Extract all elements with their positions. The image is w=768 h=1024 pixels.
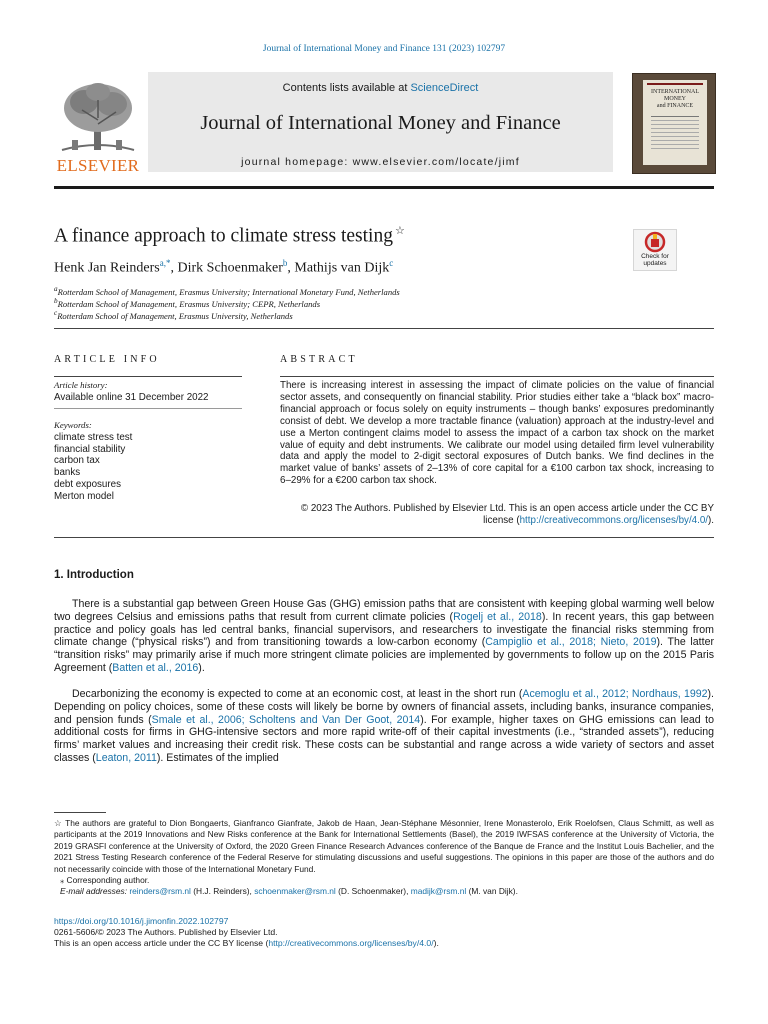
cover-line-deco xyxy=(651,124,699,125)
paragraph-text: Decarbonizing the economy is expected to come at an economic cost, at least in the short run ( xyxy=(72,688,523,700)
intro-paragraph-2 xyxy=(54,688,714,765)
cover-line-deco xyxy=(651,140,699,141)
paragraph-text: ). Estimates of the implied xyxy=(156,751,279,764)
footnote-rule xyxy=(54,812,106,813)
citation-link[interactable]: Acemoglu et al., 2012; Nordhaus, 1992 xyxy=(522,688,708,700)
citation-link[interactable]: Campiglio et al., 2018; Nieto, 2019 xyxy=(485,636,657,649)
keyword-item: banks xyxy=(54,467,81,479)
cover-line-2: MONEY xyxy=(664,96,686,102)
title-footnote-star-icon[interactable]: ☆ xyxy=(394,225,405,237)
email-link[interactable]: reinders@rsm.nl xyxy=(129,886,191,897)
paragraph-text: ). For example, higher taxes on GHG emissions can lead to additional costs for firms in GHG-intensive sectors and more rapid write-off of their capital investments (i.e., “stranded assets”), reducing firms’ market values and increasing their credit risk. These costs can be substantial and range across a wide variety of sectors and asset classes ( xyxy=(54,713,714,764)
keyword-item: Merton model xyxy=(54,490,114,502)
keywords-label: Keywords: xyxy=(54,420,92,430)
cover-line-deco xyxy=(651,148,699,149)
copyright-line: © 2023 The Authors. Published by Elsevier Ltd. This is an open access article under the CC BY xyxy=(300,503,714,514)
abstract-heading: ABSTRACT xyxy=(280,354,358,365)
section-heading-introduction: 1. Introduction xyxy=(54,569,134,581)
cover-line-deco xyxy=(651,120,699,121)
article-history-value: Available online 31 December 2022 xyxy=(54,392,209,403)
cover-stripe xyxy=(647,83,703,85)
abstract-rule xyxy=(280,376,714,377)
affiliation-mark: b xyxy=(54,297,58,305)
author-list xyxy=(54,258,393,277)
acknowledgement-footnote: ☆ The authors are grateful to Dion Bongaerts, Gianfranco Gianfrate, Jakob de Haan, Jean-Stéphane Mésonnier, Irene Monasterolo, Erik Roelofsen, Claus Schmitt, as well as participants at the 2019 Innovations and New Risks conference at the Bank for International Settlements (Basel), the 2019 IWFSAS conference at the University of Victoria, the 2019 GRASFI conference at the University of Oxford, the 2020 Green Finance Research Advances conference of the Banque de France and the Institut Louis Bachelier, and the 2021 Stress Testing Research conference of the Federal Reserve for stimulating discussions and useful suggestions. The opinions in this paper are those of the authors and do not necessarily coincide with those of the International Monetary Fund. xyxy=(54,818,714,874)
paper-title xyxy=(54,224,405,248)
article-info-heading: ARTICLE INFO xyxy=(54,354,160,365)
article-history-label: Article history: xyxy=(54,380,108,390)
author-affil-mark[interactable]: a,* xyxy=(159,258,171,268)
sciencedirect-link[interactable]: ScienceDirect xyxy=(410,82,479,94)
keywords-list xyxy=(54,432,132,502)
email-owner: (H.J. Reinders), xyxy=(190,886,255,897)
corresponding-author-note: ⁎ Corresponding author. xyxy=(60,875,150,886)
email-label: E-mail addresses: xyxy=(60,886,130,897)
cover-line-3: and FINANCE xyxy=(656,103,694,109)
open-access-line xyxy=(54,938,714,949)
author-name: Dirk Schoenmaker xyxy=(177,260,283,276)
paragraph-text: ). Depending on policy choices, some of these costs will likely be borne by owners of financial assets, including banks, insurance companies, and pension funds ( xyxy=(54,688,715,726)
license-line xyxy=(280,515,714,527)
author-affil-mark[interactable]: c xyxy=(389,258,394,268)
doi-license-link[interactable]: http://creativecommons.org/licenses/by/4.0/ xyxy=(268,938,434,949)
paragraph-text: There is a substantial gap between Green House Gas (GHG) emission paths that are consistent with keeping global warming well below two degrees Celsius and emissions paths that result from current climate policies ( xyxy=(54,598,714,623)
affiliation-text: Rotterdam School of Management, Erasmus University; CEPR, Netherlands xyxy=(57,298,321,309)
footnotes xyxy=(54,818,714,898)
issn-line: 0261-5606/© 2023 The Authors. Published by Elsevier Ltd. xyxy=(54,927,278,938)
author-name: Henk Jan Reinders xyxy=(54,260,160,276)
check-for-updates-badge[interactable] xyxy=(633,229,677,271)
header-rule xyxy=(54,186,714,189)
cover-page xyxy=(643,80,707,165)
paragraph-text: ). The latter “transition risks” may primarily arise if much more stringent climate policies are implemented by governments to follow up on the 2015 Paris Agreement ( xyxy=(54,636,714,674)
affiliation-text: Rotterdam School of Management, Erasmus University, Netherlands xyxy=(57,310,293,321)
abstract-end-rule xyxy=(54,537,714,538)
intro-paragraph-1 xyxy=(54,598,714,675)
journal-header xyxy=(148,72,613,172)
keyword-item: climate stress test xyxy=(54,432,133,443)
abstract-text: There is increasing interest in assessing the impact of climate policies on the value of financial sector assets, and consequently on financial stability. Prior studies either take a “black box” macro-financial approach or focus solely on equity instruments – though banks’ exposures predominantly consist of debt. We develop a more tractable finance (valuation) approach at the industry-level and use a Merton contingent claims model to assess the impact of a carbon tax shock on the market value of equity and debt instruments. We calibrate our model using detailed firm level vulnerability data and apply the model to 2-digit sectoral exposures of Dutch banks. We find declines in the market value of banks’ assets of 2–13% of core capital for a €100 carbon tax shock, increasing to 6–29% for a €200 carbon tax shock. xyxy=(280,380,714,487)
cover-divider xyxy=(651,116,699,117)
paper-title-text: A finance approach to climate stress testing xyxy=(54,225,393,247)
email-owner: (M. van Dijk). xyxy=(466,886,518,897)
journal-title: Journal of International Money and Finance xyxy=(200,112,561,134)
contents-line xyxy=(148,82,613,94)
affiliation-rule xyxy=(54,328,714,329)
journal-citation[interactable]: Journal of International Money and Finance 131 (2023) 102797 xyxy=(262,44,506,54)
email-link[interactable]: madijk@rsm.nl xyxy=(410,886,467,897)
check-updates-icon xyxy=(634,230,676,254)
email-owner: (D. Schoenmaker), xyxy=(335,886,411,897)
article-info-rule xyxy=(54,376,242,377)
contents-prefix: Contents lists available at xyxy=(282,82,411,94)
journal-homepage[interactable]: journal homepage: www.elsevier.com/locate/jimf xyxy=(241,156,520,168)
cover-line-deco xyxy=(651,136,699,137)
badge-line-2: updates xyxy=(643,260,667,267)
author-separator: , xyxy=(287,260,295,276)
license-link[interactable]: http://creativecommons.org/licenses/by/4.0/ xyxy=(519,514,709,526)
doi-block xyxy=(54,916,714,950)
elsevier-wordmark[interactable]: ELSEVIER xyxy=(56,156,140,175)
email-link[interactable]: schoenmaker@rsm.nl xyxy=(254,886,336,897)
cover-line-1: INTERNATIONAL xyxy=(651,89,699,95)
email-footnote xyxy=(54,886,714,897)
citation-link[interactable]: Smale et al., 2006; Scholtens and Van Der Goot, 2014 xyxy=(151,713,421,726)
affiliation-a xyxy=(54,285,400,297)
cover-line-deco xyxy=(651,132,699,133)
open-access-suffix: ). xyxy=(433,938,439,949)
citation-link[interactable]: Leaton, 2011 xyxy=(95,751,157,764)
badge-line-1: Check for xyxy=(641,253,669,260)
author-affil-mark[interactable]: b xyxy=(282,258,288,268)
affiliation-mark: c xyxy=(54,309,58,317)
abstract-copyright xyxy=(280,503,714,527)
affiliation-b xyxy=(54,297,320,309)
paragraph-text: ). xyxy=(198,661,205,674)
license-suffix: ). xyxy=(708,514,714,526)
author-separator: , xyxy=(170,260,178,276)
license-prefix: license ( xyxy=(483,514,520,526)
author-name: Mathijs van Dijk xyxy=(294,260,390,276)
affiliation-c xyxy=(54,309,293,321)
cover-line-deco xyxy=(651,144,699,145)
check-badge-label xyxy=(634,253,676,267)
keyword-item: financial stability xyxy=(54,443,126,455)
affiliation-mark: a xyxy=(54,285,58,293)
keyword-item: debt exposures xyxy=(54,478,121,490)
citation-link[interactable]: Rogelj et al., 2018 xyxy=(453,610,542,623)
affiliation-text: Rotterdam School of Management, Erasmus University; International Monetary Fund, Netherlands xyxy=(57,286,400,297)
cover-line-deco xyxy=(651,128,699,129)
paragraph-text: ). In recent years, this gap between practice and policy goals has led central banks, financial supervisors, and researchers to investigate the financial risks stemming from climate change (“physical risks”) and from transitioning towards a low-carbon economy ( xyxy=(54,610,714,649)
open-access-prefix: This is an open access article under the CC BY license ( xyxy=(54,938,269,949)
journal-cover-thumbnail[interactable] xyxy=(632,73,716,174)
doi-link[interactable]: https://doi.org/10.1016/j.jimonfin.2022.102797 xyxy=(54,916,229,926)
keyword-item: carbon tax xyxy=(54,455,100,467)
citation-link[interactable]: Batten et al., 2016 xyxy=(112,661,199,674)
keywords-rule xyxy=(54,408,242,409)
